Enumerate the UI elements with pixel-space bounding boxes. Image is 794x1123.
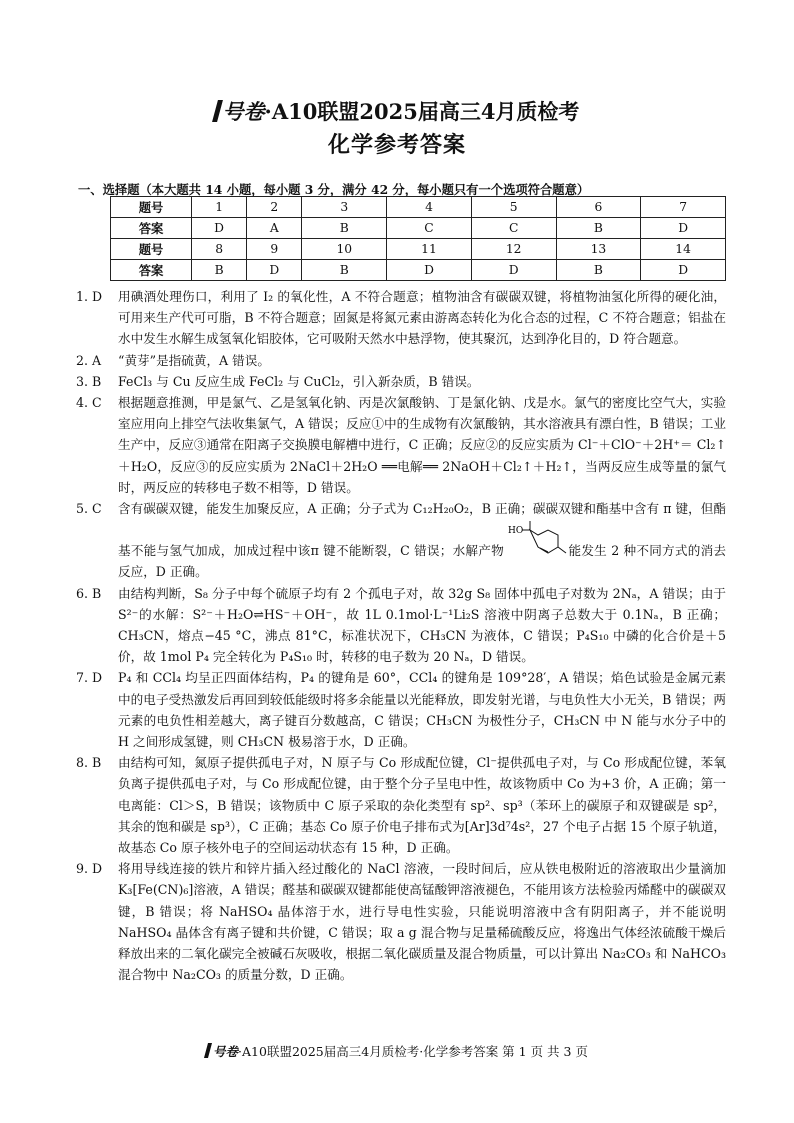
table-cell: C xyxy=(471,218,556,239)
table-cell: D xyxy=(387,260,472,281)
table-cell: 1 xyxy=(192,197,247,218)
table-cell: 8 xyxy=(192,239,247,260)
row-header: 题号 xyxy=(111,197,192,218)
table-row xyxy=(111,260,726,281)
table-cell: B xyxy=(192,260,247,281)
table-cell: B xyxy=(556,218,641,239)
row-header: 题号 xyxy=(111,239,192,260)
table-cell: 14 xyxy=(641,239,726,260)
table-cell: 12 xyxy=(471,239,556,260)
table-cell: D xyxy=(641,218,726,239)
question-5: 5. C 含有碳碳双键，能发生加聚反应，A 正确；分子式为 C₁₂H₂₀O₂，B 正确；碳碳双键和酯基中含有 π 键，但酯基不能与氢气加成，加成过程中该π 键不能断裂，C 错误；水解产物 HO 能发生 2 种不同方式的消去反应，D 正确。 xyxy=(76,501,726,580)
question-6: 6. B 由结构判断，S₈ 分子中每个硫原子均有 2 个孤电子对，故 32g S₈ 固体中孤电子对数为 2Nₐ，A 错误；由于 S²⁻的水解：S²⁻＋H₂O⇌HS⁻＋OH⁻，故 1L 0.1mol·L⁻¹Li₂S 溶液中阴离子总数大于 0.1Nₐ，B 正确；CH₃CN，熔点−45 °C，沸点 81°C，标准状况下，CH₃CN 为液体，C 错误；P₄S₁₀ 中磷的化合价是＋5 价，故 1mol P₄ 完全转化为 P₄S₁₀ 时，转移的电子数为 20 Nₐ，D 错误。 xyxy=(76,585,726,665)
document-subtitle: 化学参考答案 xyxy=(327,132,466,158)
answer-table xyxy=(110,196,726,281)
table-cell: B xyxy=(302,260,387,281)
section-title: 一、选择题（本大题共 14 小题，每小题 3 分，满分 42 分，每小题只有一个选项符合题意） xyxy=(78,182,590,197)
hydrolysis-product-structure xyxy=(508,519,568,559)
question-3: 3. B FeCl₃ 与 Cu 反应生成 FeCl₂ 与 CuCl₂，引入新杂质，B 错误。 xyxy=(76,373,480,389)
footer-logo-mark xyxy=(204,1043,212,1058)
table-cell: C xyxy=(387,218,472,239)
question-7: 7. D P₄ 和 CCl₄ 均呈正四面体结构，P₄ 的键角是 60°，CCl₄ 的键角是 109°28′，A 错误；焰色试验是金属元素中的电子受热激发后再回到较低能级时将多余能量以光能释放，即发射光谱，与电负性大小无关，B 错误；两元素的电负性相差越大，离子键百分数越高，C 错误；CH₃CN 为极性分子，CH₃CN 中 N 能与水分子中的 H 之间形成氢键，则 CH₃CN 极易溶于水，D 正确。 xyxy=(76,670,726,750)
table-cell: 6 xyxy=(556,197,641,218)
table-cell: B xyxy=(556,260,641,281)
table-cell: D xyxy=(471,260,556,281)
table-cell: 9 xyxy=(247,239,302,260)
table-cell: A xyxy=(247,218,302,239)
question-2: 2. A “黄芽”是指硫黄，A 错误。 xyxy=(76,352,270,368)
question-9: 9. D 将用导线连接的铁片和锌片插入经过酸化的 NaCl 溶液，一段时间后，应从铁电极附近的溶液取出少量滴加 K₃[Fe(CN)₆]溶液，A 错误；醛基和碳碳双键都能使高锰酸钾溶液褪色，不能用该方法检验丙烯醛中的碳碳双键，B 错误；将 NaHSO₄ 晶体溶于水，进行导电性实验，只能说明溶液中含有阴阳离子，并不能说明 NaHSO₄ 晶体含有离子键和共价键，C 错误；取 a g 混合物与足量稀硫酸反应，将逸出气体经浓硫酸干燥后释放出来的二氧化碳完全被碱石灰吸收，根据二氧化碳质量及混合物质量，可以计算出 Na₂CO₃ 和 NaHCO₃ 混合物中 Na₂CO₃ 的质量分数，D 正确。 xyxy=(76,861,726,983)
row-header: 答案 xyxy=(111,218,192,239)
table-cell: D xyxy=(192,218,247,239)
table-cell: D xyxy=(641,260,726,281)
table-cell: B xyxy=(302,218,387,239)
table-cell: 11 xyxy=(387,239,472,260)
table-cell: 4 xyxy=(387,197,472,218)
table-row xyxy=(111,218,726,239)
page-footer: 号卷·A10联盟2025届高三4月质检考·化学参考答案 第 1 页 共 3 页 xyxy=(0,1042,794,1060)
table-row xyxy=(111,239,726,260)
table-cell: 2 xyxy=(247,197,302,218)
table-cell: 13 xyxy=(556,239,641,260)
table-cell: D xyxy=(247,260,302,281)
molecule-label: HO xyxy=(508,526,524,537)
document-title: 号卷·A10联盟2025届高三4月质检考 xyxy=(0,96,794,126)
question-4: 4. C 根据题意推测，甲是氯气、乙是氢氧化钠、丙是次氯酸钠、丁是氯化钠、戊是水。氯气的密度比空气大，实验室应用向上排空气法收集氯气，A 错误；反应①中的生成物有次氯酸钠，其水溶液具有漂白性，B 错误；工业生产中，反应③通常在阳离子交换膜电解槽中进行，C 正确；反应②的反应实质为 Cl⁻＋ClO⁻＋2H⁺＝ Cl₂↑＋H₂O，反应③的反应实质为 2NaCl＋2H₂O ══电解══ 2NaOH＋Cl₂↑＋H₂↑，当两反应生成等量的氯气时，两反应的转移电子数不相等，D 错误。 xyxy=(76,395,726,495)
table-cell: 3 xyxy=(302,197,387,218)
question-1: 1. D 用碘酒处理伤口，利用了 I₂ 的氧化性，A 不符合题意；植物油含有碳碳双键，将植物油氢化所得的硬化油，可用来生产代可可脂，B 不符合题意；固氮是将氮元素由游离态转化为化合态的过程，C 不符合题意；铝盐在水中发生水解生成氢氧化铝胶体，它可吸附天然水中悬浮物，使其聚沉，达到净化目的，D 符合题意。 xyxy=(76,289,726,347)
table-row xyxy=(111,197,726,218)
table-cell: 5 xyxy=(471,197,556,218)
question-8: 8. B 由结构可知，氮原子提供孤电子对，N 原子与 Co 形成配位键，Cl⁻提供孤电子对，与 Co 形成配位键，苯氧负离子提供孤电子对，与 Co 形成配位键，由于整个分子呈电中性，故该物质中 Co 为+3 价，A 正确；第一电离能：Cl＞S，B 错误；该物质中 C 原子采取的杂化类型有 sp²、sp³（苯环上的碳原子和双键碳是 sp²，其余的饱和碳是 sp³），C 正确；基态 Co 原子价电子排布式为[Ar]3d⁷4s²，27 个电子占据 15 个原子轨道，故基态 Co 原子核外电子的空间运动状态有 15 种，D 正确。 xyxy=(76,755,726,856)
row-header: 答案 xyxy=(111,260,192,281)
table-cell: 10 xyxy=(302,239,387,260)
answer-explanations xyxy=(76,286,726,986)
table-cell: 7 xyxy=(641,197,726,218)
brand-logo: 号卷 xyxy=(215,96,265,126)
